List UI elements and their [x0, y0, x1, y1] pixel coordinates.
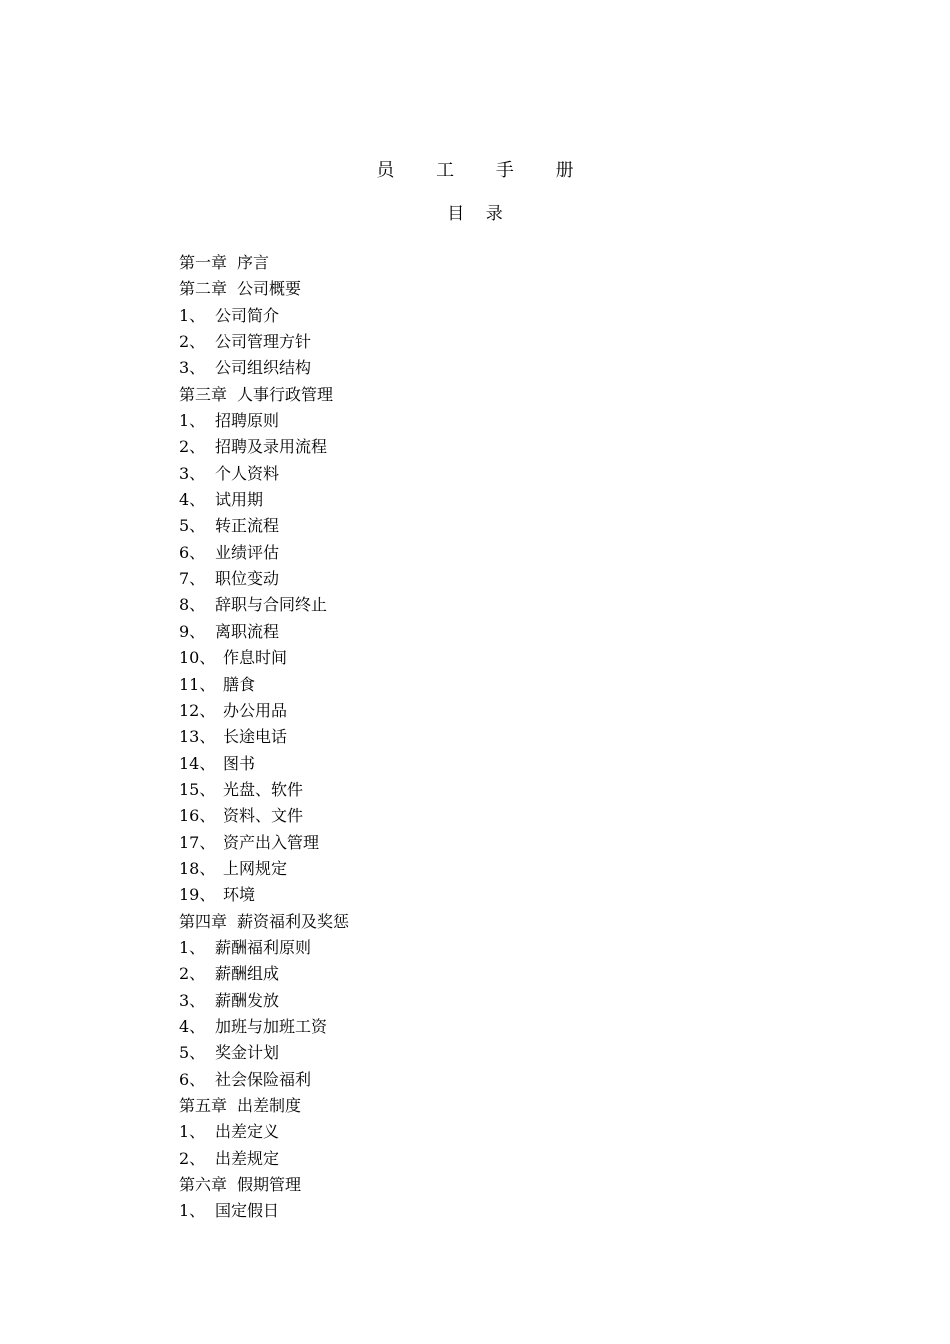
toc-text: 环境 [223, 885, 256, 905]
toc-text: 辞职与合同终止 [215, 595, 328, 615]
toc-number: 3、 [179, 463, 206, 483]
toc-entry [179, 434, 349, 460]
toc-text: 资产出入管理 [223, 832, 320, 852]
toc-entry [179, 1040, 349, 1066]
toc-number: 1、 [179, 1122, 206, 1142]
toc-number: 第六章 [179, 1175, 228, 1195]
toc-text: 国定假日 [215, 1201, 280, 1221]
toc-text: 出差定义 [215, 1122, 280, 1142]
toc-entry [179, 935, 349, 961]
toc-text: 薪酬组成 [215, 964, 280, 984]
toc-number: 2、 [179, 964, 206, 984]
toc-entry [179, 803, 349, 829]
table-of-contents [179, 250, 349, 1225]
toc-entry [179, 540, 349, 566]
toc-number: 9、 [179, 621, 206, 641]
toc-chapter [179, 1172, 349, 1198]
toc-number: 11、 [179, 674, 216, 694]
toc-number: 8、 [179, 595, 206, 615]
toc-chapter [179, 909, 349, 935]
toc-entry [179, 619, 349, 645]
toc-number: 5、 [179, 516, 206, 536]
toc-chapter [179, 382, 349, 408]
toc-text: 业绩评估 [215, 542, 280, 562]
toc-text: 公司组织结构 [215, 358, 312, 378]
toc-entry [179, 487, 349, 513]
toc-number: 1、 [179, 1201, 206, 1221]
toc-number: 4、 [179, 490, 206, 510]
toc-text: 薪资福利及奖惩 [237, 911, 350, 931]
toc-entry [179, 1067, 349, 1093]
toc-entry [179, 461, 349, 487]
toc-entry [179, 830, 349, 856]
toc-number: 第四章 [179, 911, 228, 931]
toc-entry [179, 777, 349, 803]
toc-text: 奖金计划 [215, 1043, 280, 1063]
toc-entry [179, 1119, 349, 1145]
toc-number: 10、 [179, 648, 216, 668]
toc-text: 薪酬发放 [215, 990, 280, 1010]
toc-entry [179, 751, 349, 777]
toc-entry [179, 961, 349, 987]
toc-number: 4、 [179, 1016, 206, 1036]
toc-entry [179, 988, 349, 1014]
toc-entry [179, 1014, 349, 1040]
toc-heading: 目 录 [447, 204, 511, 224]
toc-text: 公司概要 [237, 279, 302, 299]
toc-entry [179, 645, 349, 671]
toc-text: 资料、文件 [223, 806, 304, 826]
toc-entry [179, 698, 349, 724]
toc-text: 序言 [237, 253, 270, 272]
toc-number: 2、 [179, 437, 206, 457]
toc-entry [179, 856, 349, 882]
toc-text: 个人资料 [215, 463, 280, 483]
toc-entry [179, 566, 349, 592]
toc-entry [179, 592, 349, 618]
toc-entry [179, 724, 349, 750]
toc-chapter [179, 250, 349, 276]
toc-number: 第二章 [179, 279, 228, 299]
toc-text: 公司简介 [215, 305, 280, 325]
toc-text: 长途电话 [223, 727, 288, 747]
toc-text: 上网规定 [223, 858, 288, 878]
toc-number: 7、 [179, 569, 206, 589]
toc-text: 招聘原则 [215, 411, 280, 431]
toc-text: 职位变动 [215, 569, 280, 589]
toc-text: 出差制度 [237, 1096, 302, 1115]
toc-number: 16、 [179, 806, 216, 826]
toc-text: 出差规定 [215, 1148, 280, 1168]
toc-number: 1、 [179, 937, 206, 957]
toc-entry [179, 303, 349, 329]
toc-text: 膳食 [223, 674, 256, 694]
toc-number: 17、 [179, 832, 216, 852]
toc-number: 第三章 [179, 384, 228, 404]
toc-entry [179, 329, 349, 355]
toc-number: 19、 [179, 885, 216, 905]
toc-text: 光盘、软件 [223, 779, 304, 799]
toc-number: 12、 [179, 700, 216, 720]
toc-number: 13、 [179, 727, 216, 747]
toc-entry [179, 882, 349, 908]
toc-entry [179, 672, 349, 698]
toc-entry [179, 1198, 349, 1224]
toc-number: 第五章 [179, 1096, 228, 1115]
toc-number: 1、 [179, 411, 206, 431]
toc-chapter [179, 276, 349, 302]
toc-number: 2、 [179, 1148, 206, 1168]
toc-entry [179, 1146, 349, 1172]
toc-text: 人事行政管理 [237, 384, 334, 404]
toc-text: 社会保险福利 [215, 1069, 312, 1089]
toc-text: 离职流程 [215, 621, 280, 641]
toc-chapter [179, 1093, 349, 1119]
toc-text: 图书 [223, 753, 256, 773]
toc-number: 1、 [179, 305, 206, 325]
toc-number: 6、 [179, 1069, 206, 1089]
toc-number: 18、 [179, 858, 216, 878]
toc-number: 3、 [179, 358, 206, 378]
toc-number: 6、 [179, 542, 206, 562]
toc-number: 5、 [179, 1043, 206, 1063]
document-title: 员 工 手 册 [376, 160, 592, 181]
toc-text: 办公用品 [223, 700, 288, 720]
toc-number: 14、 [179, 753, 216, 773]
toc-number: 2、 [179, 332, 206, 352]
toc-text: 薪酬福利原则 [215, 937, 312, 957]
toc-entry [179, 355, 349, 381]
toc-text: 假期管理 [237, 1175, 302, 1195]
toc-number: 第一章 [179, 253, 228, 272]
toc-entry [179, 513, 349, 539]
toc-text: 转正流程 [215, 516, 280, 536]
toc-number: 3、 [179, 990, 206, 1010]
toc-text: 公司管理方针 [215, 332, 312, 352]
toc-text: 试用期 [215, 490, 264, 510]
toc-number: 15、 [179, 779, 216, 799]
toc-text: 作息时间 [223, 648, 288, 668]
toc-text: 加班与加班工资 [215, 1016, 328, 1036]
toc-entry [179, 408, 349, 434]
toc-text: 招聘及录用流程 [215, 437, 328, 457]
